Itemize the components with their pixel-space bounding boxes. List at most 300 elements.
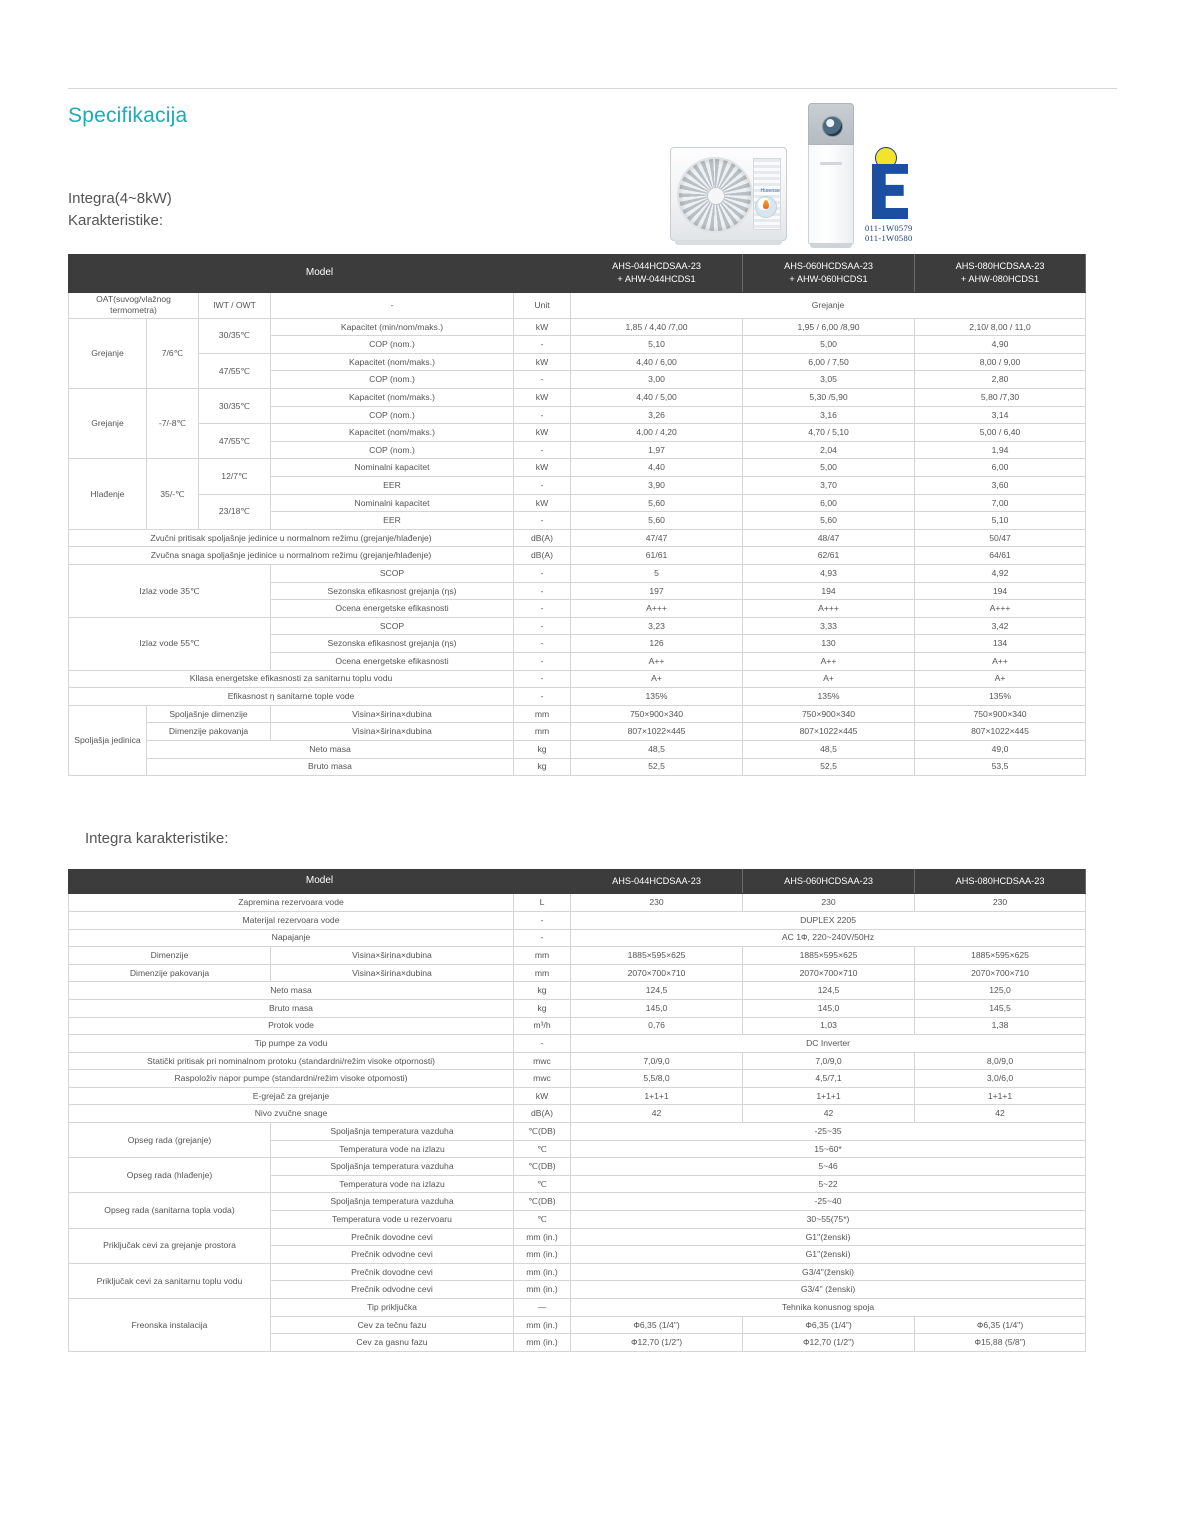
group-label-grejanje-2: Grejanje <box>69 389 147 459</box>
value-model-2: 750×900×340 <box>743 705 915 723</box>
value-model-2: 48/47 <box>743 529 915 547</box>
value-model-3: 3,0/6,0 <box>915 1070 1086 1088</box>
unit-value: - <box>514 911 571 929</box>
unit-value: kW <box>514 1087 571 1105</box>
unit-value: dB(A) <box>514 1105 571 1123</box>
value-model-1: 124,5 <box>571 982 743 1000</box>
param-label: COP (nom.) <box>271 441 514 459</box>
unit-value: ℃(DB) <box>514 1123 571 1141</box>
param-label: COP (nom.) <box>271 371 514 389</box>
value-model-3: 64/61 <box>915 547 1086 565</box>
value-model-1: 3,00 <box>571 371 743 389</box>
cert-code-1: 011-1W0579 <box>865 223 913 233</box>
value-model-3: 135% <box>915 688 1086 706</box>
value-model-2: A+ <box>743 670 915 688</box>
value-model-1: 4,00 / 4,20 <box>571 424 743 442</box>
unit-value: mm (in.) <box>514 1246 571 1264</box>
value-model-2: 5,00 <box>743 336 915 354</box>
unit-value: - <box>514 512 571 530</box>
sub-label: Spoljašnja temperatura vazduha <box>271 1123 514 1141</box>
value-model-2: 3,70 <box>743 477 915 495</box>
param-label: Bruto masa <box>69 999 514 1017</box>
param-label: Visina×širina×dubina <box>271 723 514 741</box>
brand-badge-icon <box>755 196 777 218</box>
unit-value: - <box>514 565 571 583</box>
sub-label: Spoljašnja temperatura vazduha <box>271 1193 514 1211</box>
value-model-3: 1,38 <box>915 1017 1086 1035</box>
unit-value: - <box>514 670 571 688</box>
value-model-3: 194 <box>915 582 1086 600</box>
brand-wordmark: Hisense <box>760 188 780 194</box>
group-label-izlaz-vode-55: Izlaz vode 55℃ <box>69 617 271 670</box>
sub-label: Tip priključka <box>271 1299 514 1317</box>
flame-icon <box>763 200 769 209</box>
group-label-grejanje-1: Grejanje <box>69 318 147 388</box>
model-column-2: AHS-060HCDSAA-23 <box>743 870 915 894</box>
value-merged: Tehnika konusnog spoja <box>571 1299 1086 1317</box>
table-row <box>69 459 1086 477</box>
value-model-3: 4,90 <box>915 336 1086 354</box>
table-row <box>69 758 1086 776</box>
iwt-owt-column-label: IWT / OWT <box>199 292 271 318</box>
value-model-2: 1885×595×625 <box>743 947 915 965</box>
iwt-label-30-35-a: 30/35℃ <box>199 318 271 353</box>
value-model-3: 8,00 / 9,00 <box>915 353 1086 371</box>
value-model-2: 807×1022×445 <box>743 723 915 741</box>
value-merged: G3/4'' (ženski) <box>571 1281 1086 1299</box>
table-row <box>69 1193 1086 1211</box>
value-model-2: 5,00 <box>743 459 915 477</box>
table-header-row <box>69 870 1086 894</box>
unit-value: mm <box>514 947 571 965</box>
value-model-2: 42 <box>743 1105 915 1123</box>
indoor-unit-image <box>808 103 854 245</box>
param-label: Efikasnost η sanitarne tople vode <box>69 688 514 706</box>
header-divider <box>68 88 1117 89</box>
value-model-1: 5,60 <box>571 512 743 530</box>
table-row <box>69 1070 1086 1088</box>
unit-value: - <box>514 371 571 389</box>
value-merged: 30~55(75*) <box>571 1211 1086 1229</box>
value-model-3: 1885×595×625 <box>915 947 1086 965</box>
unit-value: kW <box>514 353 571 371</box>
value-model-2: 194 <box>743 582 915 600</box>
sub-label: Visina×širina×dubina <box>271 964 514 982</box>
temp-label-35: 35/-℃ <box>147 459 199 529</box>
table-row <box>69 1123 1086 1141</box>
unit-value: ℃(DB) <box>514 1193 571 1211</box>
param-label: E-grejač za grejanje <box>69 1087 514 1105</box>
param-label: Neto masa <box>69 982 514 1000</box>
group-label-freonska-instalacija: Freonska instalacija <box>69 1299 271 1352</box>
param-label: Statički pritisak pri nominalnom protoku (standardni/režim visoke otpornosti) <box>69 1052 514 1070</box>
indoor-unit-base <box>810 243 852 248</box>
sub-label: Prečnik dovodne cevi <box>271 1263 514 1281</box>
param-label: Neto masa <box>147 740 514 758</box>
param-label: Sezonska efikasnost grejanja (ηs) <box>271 582 514 600</box>
value-model-1: 3,90 <box>571 477 743 495</box>
value-model-2: 7,0/9,0 <box>743 1052 915 1070</box>
sub-label: Visina×širina×dubina <box>271 947 514 965</box>
value-model-1: 4,40 <box>571 459 743 477</box>
unit-value: kW <box>514 459 571 477</box>
model-column-1: AHS-044HCDSAA-23 <box>571 870 743 894</box>
value-merged: DUPLEX 2205 <box>571 911 1086 929</box>
value-model-3: Ф15,88 (5/8") <box>915 1334 1086 1352</box>
param-label: Raspoloživ napor pumpe (standardni/režim visoke otpomosti) <box>69 1070 514 1088</box>
value-model-1: 47/47 <box>571 529 743 547</box>
param-label: Kllasa energetske efikasnosti za sanitarnu toplu vodu <box>69 670 514 688</box>
integra-characteristics-heading: Integra karakteristike: <box>85 830 229 847</box>
value-model-2: 4,70 / 5,10 <box>743 424 915 442</box>
value-model-3: 5,10 <box>915 512 1086 530</box>
unit-value: ℃ <box>514 1140 571 1158</box>
indoor-unit-logo <box>820 162 842 165</box>
model-header-label: Model <box>69 255 571 293</box>
temp-label-minus7-minus8: -7/-8℃ <box>147 389 199 459</box>
sub-label: Cev za gasnu fazu <box>271 1334 514 1352</box>
group-label-opseg-sanitarna: Opseg rada (sanitarna topla voda) <box>69 1193 271 1228</box>
unit-value: L <box>514 894 571 912</box>
value-model-2: 1,95 / 6,00 /8,90 <box>743 318 915 336</box>
value-merged: 5~22 <box>571 1175 1086 1193</box>
param-label: Zvučna snaga spoljašnje jedinice u normalnom režimu (grejanje/hlađenje) <box>69 547 514 565</box>
unit-value: mwc <box>514 1070 571 1088</box>
table-row <box>69 318 1086 336</box>
unit-value: kg <box>514 758 571 776</box>
sub-label: Spoljašnja temperatura vazduha <box>271 1158 514 1176</box>
group-label-hladjenje: Hlađenje <box>69 459 147 529</box>
table-row <box>69 705 1086 723</box>
value-model-2: 2,04 <box>743 441 915 459</box>
temp-label-7-6: 7/6℃ <box>147 318 199 388</box>
sub-label: Prečnik odvodne cevi <box>271 1281 514 1299</box>
value-model-1: 197 <box>571 582 743 600</box>
model-column-3: AHS-080HCDSAA-23 <box>915 870 1086 894</box>
table-row <box>69 389 1086 407</box>
table-row <box>69 688 1086 706</box>
param-label: Dimenzije pakovanja <box>69 964 271 982</box>
table-row <box>69 1017 1086 1035</box>
value-model-2: A++ <box>743 652 915 670</box>
unit-value: mm (in.) <box>514 1263 571 1281</box>
table-row <box>69 1263 1086 1281</box>
unit-value: kW <box>514 494 571 512</box>
value-model-2: 145,0 <box>743 999 915 1017</box>
value-model-2: 62/61 <box>743 547 915 565</box>
sub-label: Cev za tečnu fazu <box>271 1316 514 1334</box>
model-1-line2: + AHW-044HCDS1 <box>617 274 696 285</box>
model-2-line2: + AHW-060HCDS1 <box>789 274 868 285</box>
value-merged: AC 1Ф, 220~240V/50Hz <box>571 929 1086 947</box>
param-label: Nominalni kapacitet <box>271 494 514 512</box>
param-label: Protok vode <box>69 1017 514 1035</box>
value-model-2: Ф6,35 (1/4") <box>743 1316 915 1334</box>
param-label: SCOP <box>271 565 514 583</box>
table-row <box>69 982 1086 1000</box>
value-model-3: 2070×700×710 <box>915 964 1086 982</box>
value-model-1: A++ <box>571 652 743 670</box>
value-model-3: 3,14 <box>915 406 1086 424</box>
value-model-2: Ф12,70 (1/2") <box>743 1334 915 1352</box>
unit-value: - <box>514 406 571 424</box>
table-row <box>69 670 1086 688</box>
grille-icon <box>753 158 781 230</box>
group-label-opseg-hladjenje: Opseg rada (hlađenje) <box>69 1158 271 1193</box>
parameter-column-label: - <box>271 292 514 318</box>
param-label: Zvučni pritisak spoljašnje jedinice u normalnom režimu (grejanje/hlađenje) <box>69 529 514 547</box>
unit-value: mm (in.) <box>514 1334 571 1352</box>
model-2-line1: AHS-060HCDSAA-23 <box>784 261 873 271</box>
unit-value: m³/h <box>514 1017 571 1035</box>
model-1-line1: AHS-044HCDSAA-23 <box>612 261 701 271</box>
value-merged: 5~46 <box>571 1158 1086 1176</box>
value-model-1: 4,40 / 5,00 <box>571 389 743 407</box>
value-merged: G1''(ženski) <box>571 1228 1086 1246</box>
param-label: Kapacitet (min/nom/maks.) <box>271 318 514 336</box>
param-label: Sezonska efikasnost grejanja (ηs) <box>271 635 514 653</box>
value-model-1: 52,5 <box>571 758 743 776</box>
value-model-3: 145,5 <box>915 999 1086 1017</box>
unit-value: mm (in.) <box>514 1281 571 1299</box>
unit-value: - <box>514 477 571 495</box>
unit-column-label: Unit <box>514 292 571 318</box>
param-label: Bruto masa <box>147 758 514 776</box>
table-row <box>69 547 1086 565</box>
value-model-3: 42 <box>915 1105 1086 1123</box>
param-label: COP (nom.) <box>271 336 514 354</box>
value-model-1: 2070×700×710 <box>571 964 743 982</box>
unit-value: — <box>514 1299 571 1317</box>
group-label-prikljucak-sanitarna: Priključak cevi za sanitarnu toplu vodu <box>69 1263 271 1298</box>
model-header-label: Model <box>69 870 571 894</box>
table-row <box>69 1035 1086 1053</box>
param-label: Nominalni kapacitet <box>271 459 514 477</box>
param-label: Visina×širina×dubina <box>271 705 514 723</box>
unit-value: - <box>514 441 571 459</box>
unit-value: - <box>514 688 571 706</box>
value-model-2: 5,30 /5,90 <box>743 389 915 407</box>
value-model-3: Ф6,35 (1/4") <box>915 1316 1086 1334</box>
value-model-3: 6,00 <box>915 459 1086 477</box>
value-model-1: 1,97 <box>571 441 743 459</box>
value-merged: G3/4''(ženski) <box>571 1263 1086 1281</box>
value-model-3: 2,10/ 8,00 / 11,0 <box>915 318 1086 336</box>
page-title: Specifikacija <box>68 104 188 127</box>
value-model-1: 4,40 / 6,00 <box>571 353 743 371</box>
product-image-group <box>660 95 930 255</box>
unit-value: - <box>514 1035 571 1053</box>
value-model-3: 5,80 /7,30 <box>915 389 1086 407</box>
param-label: COP (nom.) <box>271 406 514 424</box>
value-model-3: A+ <box>915 670 1086 688</box>
value-model-2: 1+1+1 <box>743 1087 915 1105</box>
unit-value: mm (in.) <box>514 1316 571 1334</box>
value-model-2: 6,00 / 7,50 <box>743 353 915 371</box>
value-model-1: 807×1022×445 <box>571 723 743 741</box>
value-model-3: 3,42 <box>915 617 1086 635</box>
fan-icon <box>677 157 753 233</box>
param-label: Ocena energetske efikasnosti <box>271 600 514 618</box>
value-model-1: 5,60 <box>571 494 743 512</box>
unit-value: - <box>514 635 571 653</box>
unit-value: dB(A) <box>514 547 571 565</box>
unit-value: - <box>514 582 571 600</box>
table-row <box>69 529 1086 547</box>
sub-label: Prečnik dovodne cevi <box>271 1228 514 1246</box>
table-row <box>69 1087 1086 1105</box>
value-model-1: 0,76 <box>571 1017 743 1035</box>
indoor-unit-top-panel <box>808 103 854 145</box>
value-model-3: 7,00 <box>915 494 1086 512</box>
unit-value: kW <box>514 389 571 407</box>
value-model-1: 1+1+1 <box>571 1087 743 1105</box>
group-label-spoljasja-jedinica: Spoljašja jedinica <box>69 705 147 775</box>
value-model-3: 49,0 <box>915 740 1086 758</box>
sub-label: Temperatura vode u rezervoaru <box>271 1211 514 1229</box>
iwt-label-47-55-b: 47/55℃ <box>199 424 271 459</box>
outdoor-unit-image <box>670 147 787 241</box>
value-model-3: 750×900×340 <box>915 705 1086 723</box>
model-column-1 <box>571 255 743 293</box>
value-model-2: 6,00 <box>743 494 915 512</box>
mode-heating-label: Grejanje <box>571 292 1086 318</box>
model-3-line1: AHS-080HCDSAA-23 <box>955 261 1045 271</box>
group-label-opseg-grejanje: Opseg rada (grejanje) <box>69 1123 271 1158</box>
unit-value: mm <box>514 964 571 982</box>
param-label: Napajanje <box>69 929 514 947</box>
table-row <box>69 565 1086 583</box>
eurovent-certification-logo <box>872 147 912 219</box>
value-model-2: 130 <box>743 635 915 653</box>
param-label: EER <box>271 512 514 530</box>
unit-value: dB(A) <box>514 529 571 547</box>
value-model-2: 4,93 <box>743 565 915 583</box>
param-label: Nivo zvučne snage <box>69 1105 514 1123</box>
value-model-3: A+++ <box>915 600 1086 618</box>
table-row-columns <box>69 292 1086 318</box>
value-model-1: 7,0/9,0 <box>571 1052 743 1070</box>
value-model-1: 1885×595×625 <box>571 947 743 965</box>
table-row <box>69 353 1086 371</box>
value-model-1: 135% <box>571 688 743 706</box>
value-model-3: 50/47 <box>915 529 1086 547</box>
param-label: Dimenzije <box>69 947 271 965</box>
table-header-row <box>69 255 1086 293</box>
value-model-1: 61/61 <box>571 547 743 565</box>
param-label: Ocena energetske efikasnosti <box>271 652 514 670</box>
param-label: Kapacitet (nom/maks.) <box>271 353 514 371</box>
model-3-line2: + AHW-080HCDS1 <box>960 274 1040 285</box>
unit-value: mm <box>514 705 571 723</box>
unit-value: kW <box>514 318 571 336</box>
group-label-prikljucak-grejanje: Priključak cevi za grejanje prostora <box>69 1228 271 1263</box>
value-model-2: 5,60 <box>743 512 915 530</box>
table-row <box>69 1052 1086 1070</box>
value-model-3: 2,80 <box>915 371 1086 389</box>
param-label: Zapremina rezervoara vode <box>69 894 514 912</box>
table-row <box>69 617 1086 635</box>
value-model-2: 48,5 <box>743 740 915 758</box>
indoor-unit-spec-table <box>68 869 1086 1352</box>
table-row <box>69 999 1086 1017</box>
value-model-1: Ф6,35 (1/4") <box>571 1316 743 1334</box>
unit-value: mwc <box>514 1052 571 1070</box>
value-model-1: 5,5/8,0 <box>571 1070 743 1088</box>
sub-label: Spoljašnje dimenzije <box>147 705 271 723</box>
table-row <box>69 911 1086 929</box>
unit-value: - <box>514 652 571 670</box>
unit-value: - <box>514 617 571 635</box>
sub-label: Prečnik odvodne cevi <box>271 1246 514 1264</box>
value-model-3: 5,00 / 6,40 <box>915 424 1086 442</box>
sub-label: Temperatura vode na izlazu <box>271 1175 514 1193</box>
value-model-2: 3,33 <box>743 617 915 635</box>
unit-value: ℃ <box>514 1211 571 1229</box>
unit-value: - <box>514 600 571 618</box>
value-model-1: 5,10 <box>571 336 743 354</box>
value-model-3: 1,94 <box>915 441 1086 459</box>
value-model-1: 48,5 <box>571 740 743 758</box>
value-model-1: 230 <box>571 894 743 912</box>
value-model-1: 750×900×340 <box>571 705 743 723</box>
value-model-3: 53,5 <box>915 758 1086 776</box>
value-model-3: 134 <box>915 635 1086 653</box>
value-model-1: 42 <box>571 1105 743 1123</box>
value-model-3: 125,0 <box>915 982 1086 1000</box>
value-model-1: 3,23 <box>571 617 743 635</box>
value-model-2: 124,5 <box>743 982 915 1000</box>
oat-column-label: OAT(suvog/vlažnog termometra) <box>69 292 199 318</box>
product-line-name: Integra(4~8kW) <box>68 190 172 207</box>
value-model-2: 52,5 <box>743 758 915 776</box>
unit-value: ℃(DB) <box>514 1158 571 1176</box>
value-model-2: 3,05 <box>743 371 915 389</box>
indoor-unit-dial-icon <box>822 116 843 137</box>
value-model-1: 3,26 <box>571 406 743 424</box>
value-model-2: 2070×700×710 <box>743 964 915 982</box>
value-model-3: 8,0/9,0 <box>915 1052 1086 1070</box>
outdoor-unit-spec-table <box>68 254 1086 776</box>
product-characteristics-label: Karakteristike: <box>68 212 164 229</box>
unit-value: kg <box>514 740 571 758</box>
unit-value: ℃ <box>514 1175 571 1193</box>
iwt-label-30-35-b: 30/35℃ <box>199 389 271 424</box>
unit-value: mm <box>514 723 571 741</box>
group-label-izlaz-vode-35: Izlaz vode 35℃ <box>69 565 271 618</box>
table-row <box>69 1105 1086 1123</box>
value-model-2: 4,5/7,1 <box>743 1070 915 1088</box>
value-model-3: 3,60 <box>915 477 1086 495</box>
sub-label: Temperatura vode na izlazu <box>271 1140 514 1158</box>
table-row <box>69 723 1086 741</box>
table-row <box>69 929 1086 947</box>
value-model-3: 4,92 <box>915 565 1086 583</box>
table-row <box>69 964 1086 982</box>
cert-code-2: 011-1W0580 <box>865 233 913 243</box>
table-row <box>69 740 1086 758</box>
unit-value: kg <box>514 999 571 1017</box>
value-model-1: 126 <box>571 635 743 653</box>
value-model-2: 3,16 <box>743 406 915 424</box>
value-merged: -25~35 <box>571 1123 1086 1141</box>
value-model-1: 145,0 <box>571 999 743 1017</box>
table-row <box>69 424 1086 442</box>
value-model-2: 230 <box>743 894 915 912</box>
model-column-2 <box>743 255 915 293</box>
value-model-3: 1+1+1 <box>915 1087 1086 1105</box>
param-label: Kapacitet (nom/maks.) <box>271 389 514 407</box>
